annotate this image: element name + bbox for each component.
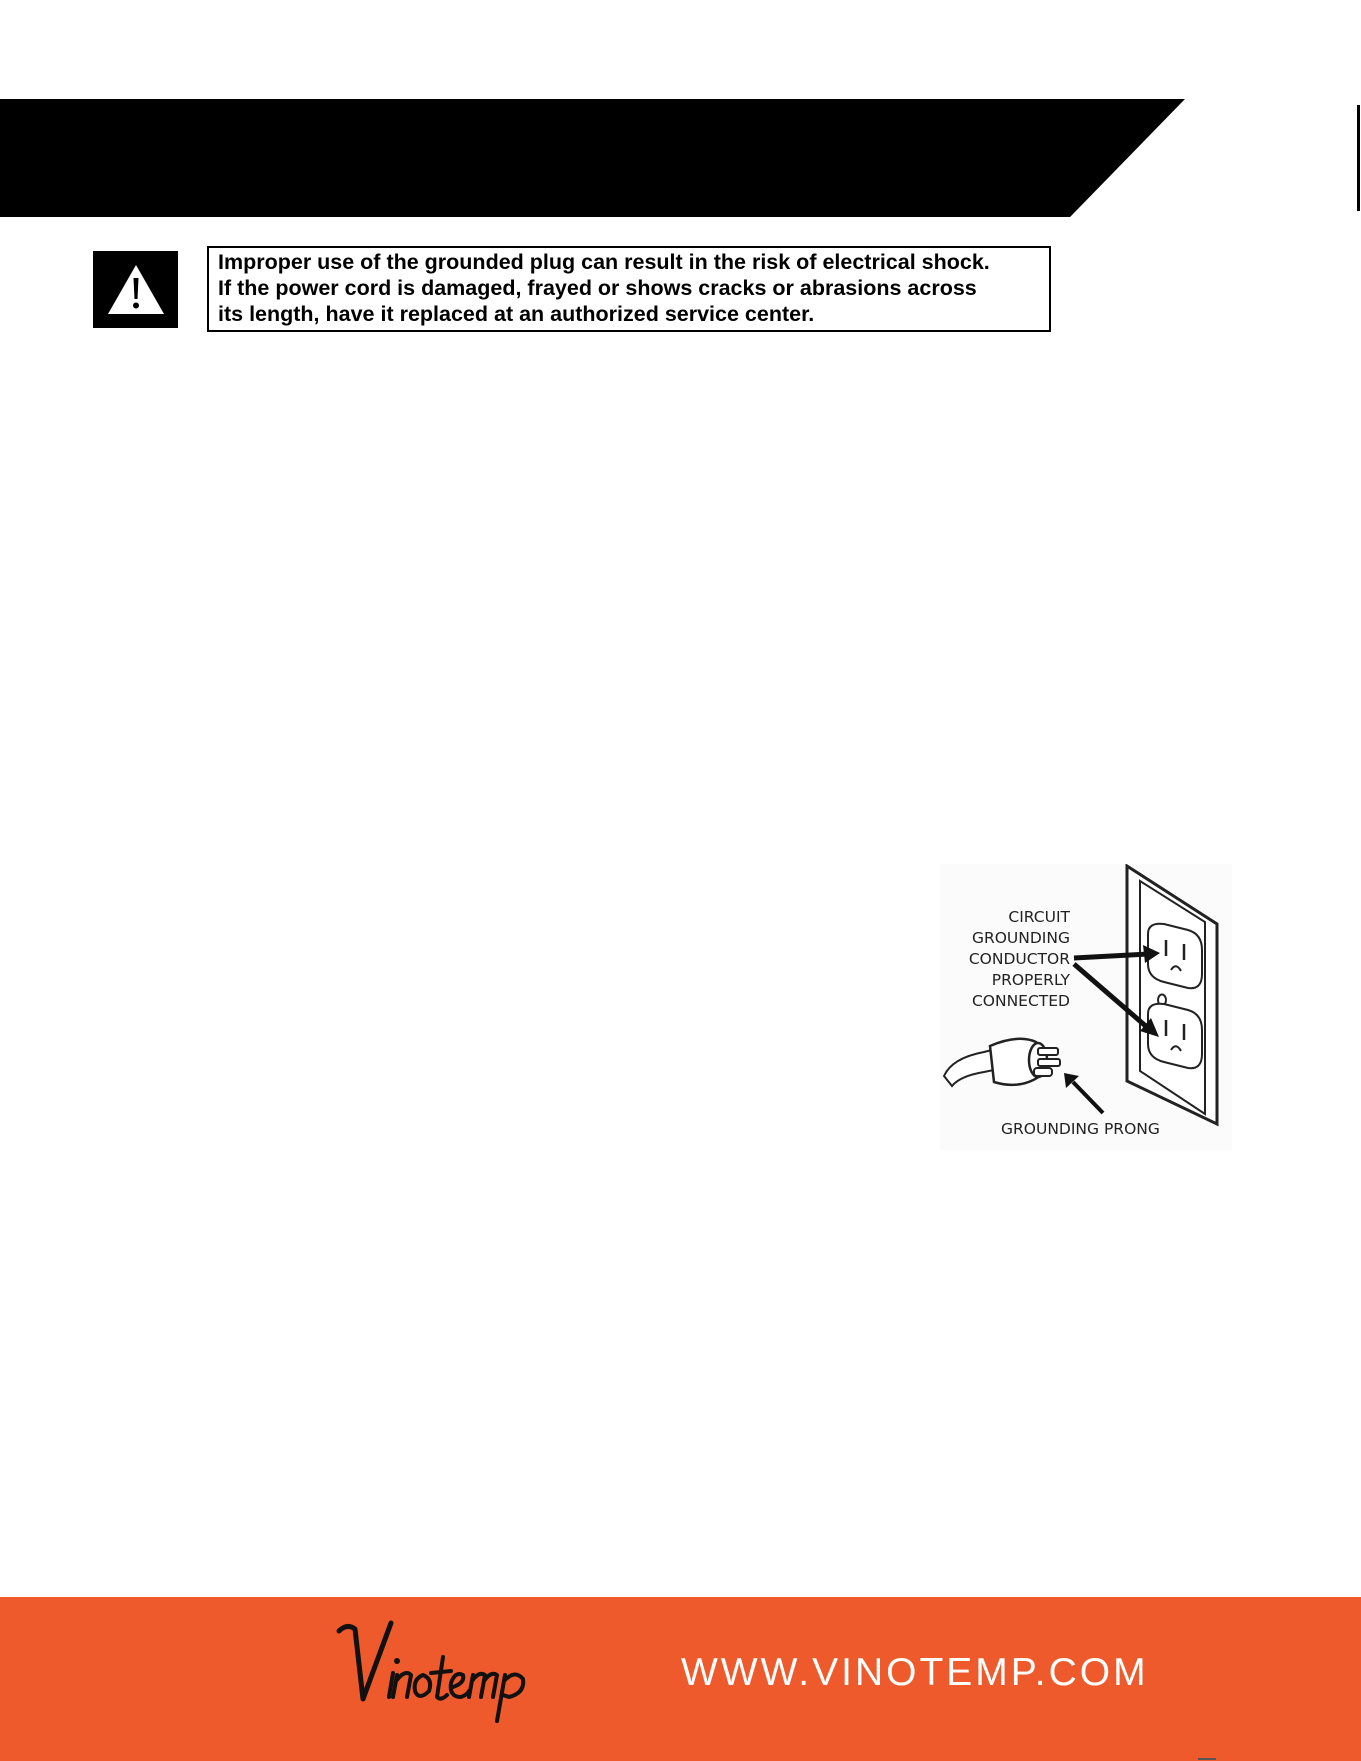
warning-line-2: If the power cord is damaged, frayed or shows cracks or abrasions across [218,276,977,300]
warning-triangle-icon [93,251,178,328]
vinotemp-logo [333,1617,633,1727]
grounding-prong-label: GROUNDING PRONG [1001,1120,1160,1138]
warning-notice [207,246,1051,332]
header-band [0,99,1185,217]
page-edge-line [1357,105,1360,211]
conductor-label-line-1: CIRCUIT [1008,908,1070,926]
website-url[interactable]: WWW.VINOTEMP.COM [681,1651,1149,1694]
warning-line-3: its length, have it replaced at an authorized service center. [218,302,815,326]
conductor-label-line-3: CONDUCTOR [968,950,1070,968]
conductor-label-line-4: PROPERLY [991,971,1070,989]
corner-mark [1198,1758,1216,1760]
grounded-outlet-diagram [940,864,1232,1150]
warning-line-1: Improper use of the grounded plug can result in the risk of electrical shock. [218,250,990,274]
conductor-label-line-5: CONNECTED [971,992,1070,1010]
conductor-label-line-2: GROUNDING [971,929,1070,947]
